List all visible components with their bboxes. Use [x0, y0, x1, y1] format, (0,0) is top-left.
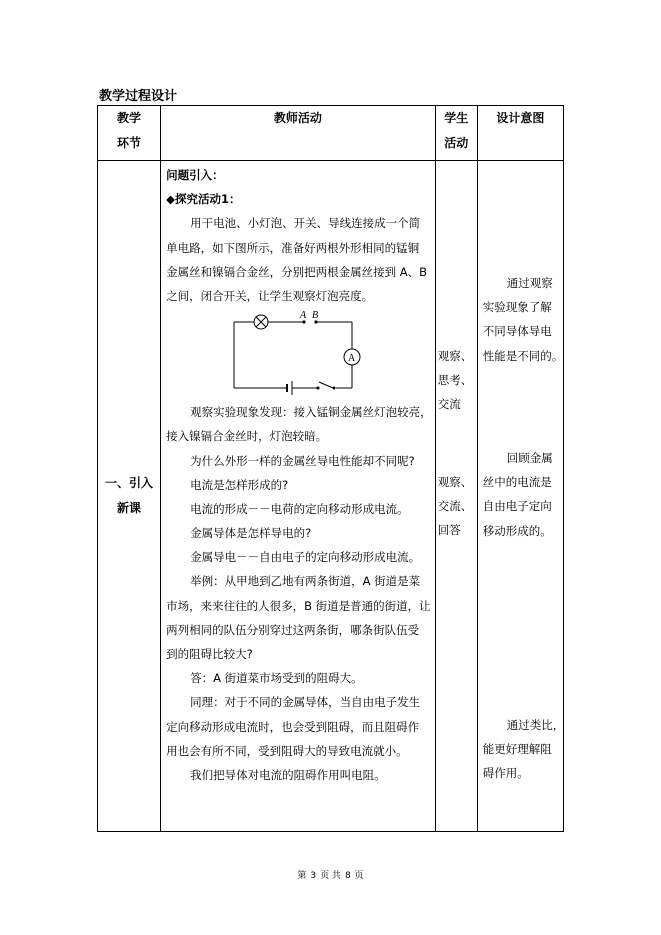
paragraph-line: 市场，来来往往的人很多，B 街道是普通的街道，让 — [166, 598, 431, 613]
header-stage: 教学 环节 — [98, 106, 161, 161]
answer-line: 答：A 街道菜市场受到的阻碍大。 — [190, 671, 363, 686]
question-line: 金属导体是怎样导电的? — [190, 526, 312, 541]
page-number: 3 — [310, 871, 317, 881]
paragraph-line: 用干电池、小灯泡、开关、导线连接成一个简 — [190, 216, 421, 231]
paragraph-line: 用也会有所不同，受到阻碍大的导致电流就小。 — [166, 743, 408, 758]
header-teacher: 教师活动 — [161, 106, 436, 161]
paragraph-line: 到的阻碍比较大? — [166, 647, 253, 661]
student-group-1: 观察、 思考、 交流 — [437, 349, 473, 412]
paragraph-line: 举例：从甲地到乙地有两条街道，A 街道是菜 — [190, 574, 421, 589]
design-intent-2: 回顾金属 丝中的电流是 自由电子定向 移动形成的。 — [482, 451, 553, 538]
circuit-diagram — [166, 308, 431, 400]
student-group-2: 观察、 交流、 回答 — [437, 475, 473, 538]
student-activity-cell — [435, 161, 477, 832]
paragraph-line: 定向移动形成电流时，也会受到阻碍，而且阻碍作 — [166, 719, 420, 734]
switch-icon — [319, 382, 333, 388]
intro-heading: 问题引入： — [166, 168, 224, 182]
answer-line: 金属导电－－自由电子的定向移动形成电流。 — [190, 550, 421, 565]
section-title: 教学过程设计 — [99, 89, 178, 104]
terminal-b-label: B — [312, 310, 319, 322]
paragraph-line: 两列相同的队伍分别穿过这两条街，哪条街队伍受 — [166, 622, 420, 637]
paragraph-line: 接入镍镉合金丝时，灯泡较暗。 — [166, 429, 328, 444]
lesson-table — [97, 105, 564, 832]
svg-text:A: A — [348, 353, 356, 365]
teacher-activity-cell — [161, 161, 436, 832]
page-total: 8 — [344, 871, 351, 881]
question-line: 电流是怎样形成的? — [190, 477, 289, 492]
terminal-a-label: A — [300, 310, 307, 322]
paragraph-line: 观察实验现象发现：接入锰铜金属丝灯泡较亮， — [190, 405, 432, 420]
header-student: 学生 活动 — [435, 106, 477, 161]
table-row — [98, 161, 564, 832]
paragraph-line: 之间，闭合开关，让学生观察灯泡亮度。 — [166, 288, 374, 303]
answer-line: 电流的形成－－电荷的定向移动形成电流。 — [190, 501, 409, 516]
paragraph-line: 金属丝和镍镉合金丝，分别把两根金属丝接到 A、B — [166, 264, 428, 279]
design-intent-cell — [477, 161, 563, 832]
activity-heading: ◆探究活动1： — [166, 192, 241, 207]
circuit-svg — [226, 310, 366, 398]
design-intent-1: 通过观察 实验现象了解 不同导体导电 性能是不同的。 — [482, 276, 564, 363]
table-header-row — [98, 106, 564, 161]
design-intent-3: 通过类比， 能更好理解阻 碍作用。 — [482, 718, 565, 781]
stage-cell: 一、引入 新课 — [98, 161, 161, 832]
page-footer: 第 3 页 共 8 页 — [297, 871, 364, 881]
question-line: 为什么外形一样的金属丝导电性能却不同呢? — [190, 453, 415, 468]
paragraph-line: 同理：对于不同的金属导体，当自由电子发生 — [190, 695, 421, 710]
paragraph-line: 单电路，如下图所示，准备好两根外形相同的锰铜 — [166, 240, 420, 255]
paragraph-line: 我们把导体对电流的阻碍作用叫电阻。 — [190, 767, 386, 782]
header-design: 设计意图 — [477, 106, 563, 161]
